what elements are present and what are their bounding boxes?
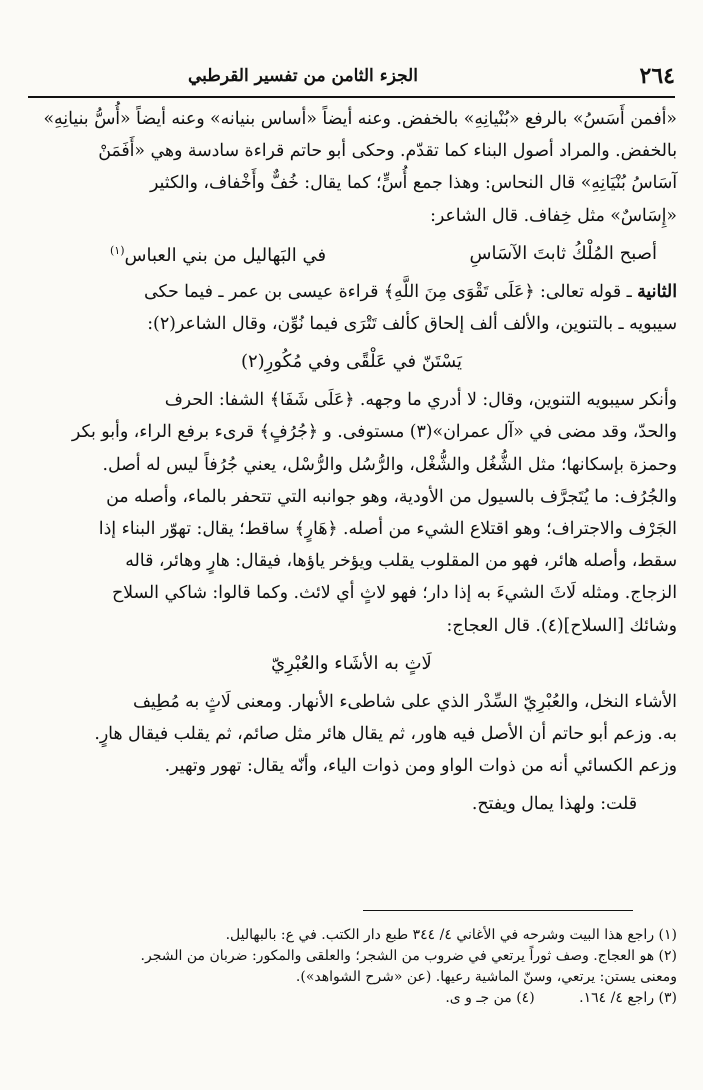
text-line: «أفمن أَسَسُ» بالرفع «بُنْيانِهِ» بالخفض. وعنه أيضاً «أساس بنيانه» وعنه أيضاً «أُسُّ بنيانِهِ» xyxy=(43,109,677,129)
text-line: آسَاسُ بُنْيَانِهِ» قال النحاس: وهذا جمع أُسٍّ؛ كما يقال: خُفٌّ وأَخْفاف، والكثير xyxy=(149,173,677,194)
text-line: الزجاج. ومثله لَاثَ الشيءَ به إذا دار؛ فهو لاثٍ أي لائث. وكما قالوا: شاكي السلاح xyxy=(112,583,677,604)
text-line: وزعم الكسائي أنه من ذوات الواو ومن ذوات الياء، وأنّه يقال: تهور وتهير. xyxy=(164,756,677,777)
text-line: وحمزة بإسكانها؛ مثل الشُّغُل والشُّغْل، والرُّسُل والرُّسْل، يعني جُرُفاً ليس له أصل. xyxy=(102,454,677,475)
poetry-verse-3: لَاثٍ به الأشَاء والعُبْرِيّ xyxy=(271,652,432,674)
text-line: وأنكر سيبويه التنوين، وقال: لا أدري ما وجهه. ﴿عَلَى شَفَا﴾ الشفا: الحرف xyxy=(164,390,677,411)
text-line: سقط، وأصله هائر، فهو من المقلوب يقلب ويؤخر ياؤها، فيقال: هارٍ وهائر، قاله xyxy=(125,551,677,572)
footnote-marker: (١) xyxy=(110,244,125,258)
text-line: «إِسَاسٌ» مثل خِفاف. قال الشاعر: xyxy=(430,205,677,226)
text-line: بالخفض. والمراد أصول البناء كما تقدّم. وحكى أبو حاتم قراءة سادسة وهي «أَفَمَنْ xyxy=(98,141,677,162)
section-label: الثانية xyxy=(637,281,677,302)
poetry-verse-2: يَسْتَنّ في عَلْقًى وفي مُكُورِ(٢) xyxy=(240,351,463,373)
text-line: به. وزعم أبو حاتم أن الأصل فيه هاور، ثم يقال هائر مثل صائم، ثم يقلب فيقال هارٍ. xyxy=(94,724,677,745)
text-line: والجُرُف: ما يُتَجرَّف بالسيول من الأودية، وهو جوانبه التي تتحفر بالماء، وأصله من xyxy=(106,486,677,507)
verse-second-hemistich: في البَهاليل من بني العباس$^{(١)}$ xyxy=(110,244,327,267)
closing-line: قلت: ولهذا يمال ويفتح. xyxy=(471,794,637,815)
footnote: (٣) راجع ٤/ ١٦٤. (٤) من جـ و ى. xyxy=(445,990,677,1006)
page-number: ٢٦٤ xyxy=(639,63,675,89)
text-line: وشائك [السلاح](٤). قال العجاج: xyxy=(446,615,677,636)
footnotes xyxy=(34,925,677,1009)
page-header xyxy=(28,58,675,94)
footnote-separator xyxy=(363,910,633,911)
text-line: والحدّ، وقد مضى في «آل عمران»(٣) مستوفى. و ﴿جُرُفٍ﴾ قرىء برفع الراء، وأبو بكر xyxy=(71,422,677,443)
header-rule xyxy=(28,96,675,98)
verse-first-hemistich: أصبح المُلْكُ ثابتَ الآسَاسِ xyxy=(469,242,657,264)
main-text xyxy=(26,103,677,821)
text-line: الثانية ـ قوله تعالى: ﴿عَلَى تَقْوَى مِنَ اللَّهِ﴾ قراءة عيسى بن عمر ـ فيما حكى xyxy=(144,281,677,302)
running-title: الجزء الثامن من تفسير القرطبي xyxy=(188,66,418,86)
text-line: سيبويه ـ بالتنوين، والألف ألف إلحاق كألف تَتْرَى فيما نُوِّن، وقال الشاعر(٢): xyxy=(147,314,677,335)
footnote: ومعنى يستن: يرتعي، وسنّ الماشية رعيها. (عن «شرح الشواهد»). xyxy=(295,969,677,985)
text-line: الجَرْف والاجتراف؛ وهو اقتلاع الشيء من أصله. ﴿هَارٍ﴾ ساقط؛ يقال: تهوّر البناء إذا xyxy=(98,519,677,540)
poetry-verse-1 xyxy=(26,232,677,276)
text-line: الأشاء النخل، والعُبْرِيّ السِّدْر الذي على شاطىء الأنهار. ومعنى لَاثٍ به مُطِيف xyxy=(133,691,677,712)
footnote: (٢) هو العجاج. وصف ثوراً يرتعي في ضروب من الشجر؛ والعلقى والمكور: ضربان من الشجر. xyxy=(140,948,677,964)
footnote: (١) راجع هذا البيت وشرحه في الأغاني ٤/ ٣٤٤ طبع دار الكتب. في ع: بالبهاليل. xyxy=(225,927,677,943)
